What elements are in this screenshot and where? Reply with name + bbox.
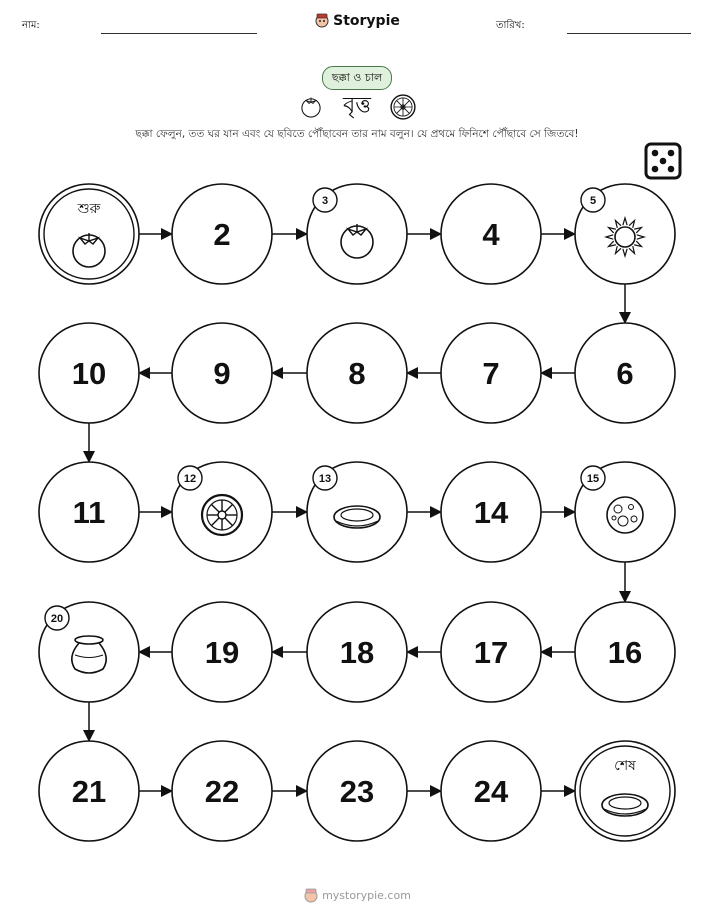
cell-number: 24 <box>473 774 509 809</box>
cell-number: 8 <box>348 356 366 391</box>
svg-text:15: 15 <box>586 473 600 485</box>
cell-number: 10 <box>71 356 107 391</box>
board-cell-3 <box>307 184 407 284</box>
brand-name: Storypie <box>333 13 400 29</box>
name-label: নাম: <box>22 20 40 31</box>
cell-number-badge <box>178 466 202 490</box>
cell-number-badge <box>581 188 605 212</box>
board-cell-5 <box>575 184 675 284</box>
cell-number-badge <box>45 606 69 630</box>
cell-number: 2 <box>213 217 231 252</box>
board-cell-25 <box>575 741 675 841</box>
board-cell-8 <box>307 323 407 423</box>
cell-number: 22 <box>204 774 240 809</box>
cell-number: 6 <box>616 356 634 391</box>
page-title: বৃত্ত <box>343 93 371 118</box>
svg-text:12: 12 <box>183 473 197 485</box>
cell-number-badge <box>581 466 605 490</box>
cell-number: 16 <box>607 635 643 670</box>
cell-number: 21 <box>71 774 107 809</box>
svg-text:13: 13 <box>318 473 332 485</box>
board-cell-7 <box>441 323 541 423</box>
footer <box>0 887 714 903</box>
board-cell-1 <box>39 184 139 284</box>
start-label: শুরু <box>77 201 101 217</box>
footer-site: mystorypie.com <box>322 889 411 902</box>
cell-number-badge <box>313 466 337 490</box>
cell-number: 19 <box>204 635 240 670</box>
board-cell-20 <box>39 602 139 702</box>
cell-number-badge <box>313 188 337 212</box>
cell-number: 11 <box>72 495 106 530</box>
cell-number: 18 <box>339 635 375 670</box>
instructions: ছক্কা ফেলুন, তত ঘর যান এবং যে ছবিতে পৌঁছাবেন তার নাম বলুন। যে প্রথমে ফিনিশে পৌঁছাবে সে জিতবে! <box>135 128 579 140</box>
board-cell-21 <box>39 741 139 841</box>
board-cell-13 <box>307 462 407 562</box>
board-cell-11 <box>39 462 139 562</box>
cell-number: 17 <box>473 635 509 670</box>
board-cell-14 <box>441 462 541 562</box>
board-cell-10 <box>39 323 139 423</box>
cell-number: 9 <box>213 356 231 391</box>
svg-text:5: 5 <box>589 195 597 207</box>
svg-text:3: 3 <box>321 195 329 207</box>
board-cell-23 <box>307 741 407 841</box>
svg-text:20: 20 <box>50 613 64 625</box>
board-cell-12 <box>172 462 272 562</box>
board-cell-9 <box>172 323 272 423</box>
board-cell-22 <box>172 741 272 841</box>
board-cell-2 <box>172 184 272 284</box>
board-cell-16 <box>575 602 675 702</box>
cell-number: 4 <box>482 217 500 252</box>
cell-number: 23 <box>339 774 375 809</box>
board-cell-6 <box>575 323 675 423</box>
board-cell-24 <box>441 741 541 841</box>
category-badge: ছক্কা ও চাল <box>322 66 392 90</box>
board-cell-19 <box>172 602 272 702</box>
cell-number: 14 <box>473 495 509 530</box>
board-cell-18 <box>307 602 407 702</box>
board-cell-15 <box>575 462 675 562</box>
board-cell-17 <box>441 602 541 702</box>
storypie-mascot-icon <box>303 887 319 903</box>
cell-number: 7 <box>482 356 500 391</box>
finish-label: শেষ <box>614 758 636 774</box>
date-label: তারিখ: <box>496 20 525 31</box>
board-cell-4 <box>441 184 541 284</box>
